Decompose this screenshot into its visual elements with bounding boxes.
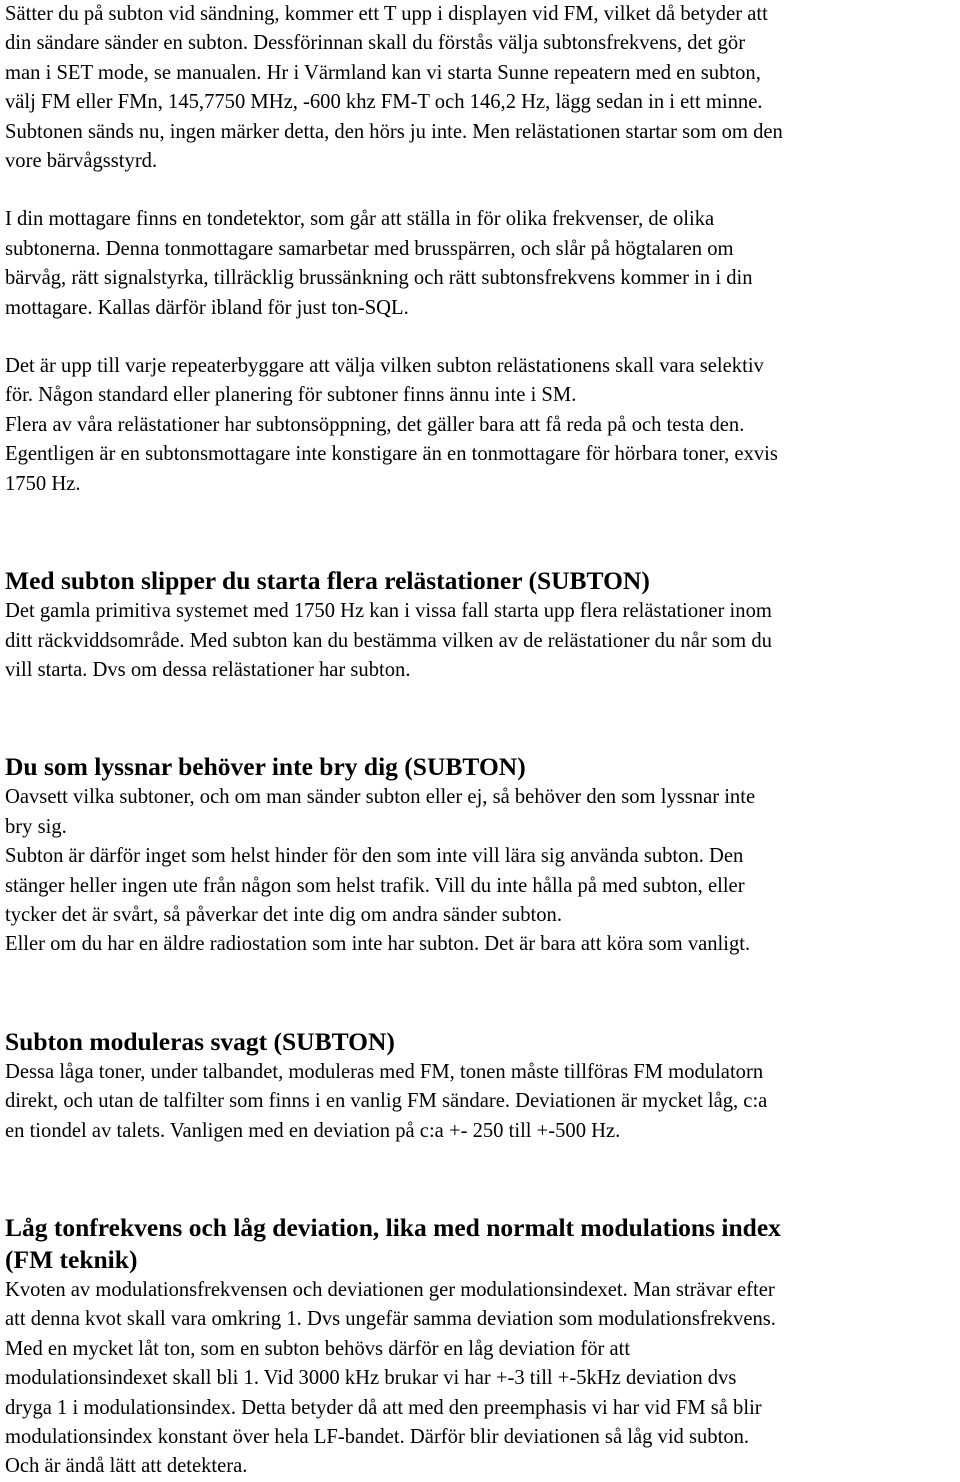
text-line: en tiondel av talets. Vanligen med en deviation på c:a +- 250 till +-500 Hz. [5, 1119, 621, 1142]
text-line: ditt räckviddsområde. Med subton kan du bestämma vilken av de relästationer du når som du [5, 629, 772, 652]
intro-paragraph-2 [5, 205, 955, 323]
text-line: subtonerna. Denna tonmottagare samarbetar med brusspärren, och slår på högtalaren om [5, 237, 734, 260]
text-line: modulationsindex konstant över hela LF-bandet. Därför blir deviationen så låg vid subton. [5, 1426, 750, 1448]
text-line: Med en mycket låt ton, som en subton behövs därför en låg deviation för att [5, 1337, 631, 1360]
text-line: Det är upp till varje repeaterbyggare att välja vilken subton relästationens skall vara selektiv [5, 355, 764, 378]
intro-paragraph-1 [5, 0, 955, 176]
text-line: din sändare sänder en subton. Dessförinnan skall du förstås välja subtonsfrekvens, det gör [5, 32, 746, 55]
paragraph-spacer [5, 323, 955, 352]
text-line: Det gamla primitiva systemet med 1750 Hz kan i vissa fall starta upp flera relästationer inom [5, 600, 772, 623]
section-body-modulation [5, 1058, 955, 1146]
section-heading-modulation-index [5, 1212, 955, 1276]
paragraph-spacer [5, 176, 955, 205]
section-body-listener [5, 783, 955, 959]
text-line: Egentligen är en subtonsmottagare inte konstigare än en tonmottagare för hörbara toner, exvis [5, 443, 778, 466]
intro-paragraph-3 [5, 352, 955, 499]
section-spacer [5, 499, 955, 565]
text-line: tycker det är svårt, så påverkar det inte dig om andra sänder subton. [5, 903, 562, 926]
section-heading-modulation [5, 1026, 955, 1058]
text-line: för. Någon standard eller planering för subtoner finns ännu inte i SM. [5, 384, 577, 407]
text-line: man i SET mode, se manualen. Hr i Värmland kan vi starta Sunne repeatern med en subton, [5, 61, 761, 84]
text-line: I din mottagare finns en tondetektor, som går att ställa in för olika frekvenser, de olika [5, 208, 715, 231]
text-line: bärvåg, rätt signalstyrka, tillräcklig brussänkning och rätt subtonsfrekvens kommer in i din [5, 267, 753, 290]
text-line: dryga 1 i modulationsindex. Detta betyder då att med den preemphasis vi har vid FM så blir [5, 1396, 762, 1419]
text-line: Subton är därför inget som helst hinder för den som inte vill lära sig använda subton. Den [5, 845, 744, 868]
section-spacer [5, 1146, 955, 1212]
section-body-modulation-index [5, 1276, 955, 1482]
text-line: Sätter du på subton vid sändning, kommer ett T upp i displayen vid FM, vilket då betyder att [5, 3, 768, 25]
heading-line: Du som lyssnar behöver inte bry dig (SUBTON) [5, 752, 526, 782]
text-line: stänger heller ingen ute från någon som helst trafik. Vill du inte hålla på med subton, eller [5, 874, 745, 897]
heading-line: Subton moduleras svagt (SUBTON) [5, 1026, 395, 1056]
text-line: modulationsindexet skall bli 1. Vid 3000 kHz brukar vi har +-3 till +-5kHz deviation dvs [5, 1367, 737, 1390]
heading-line: Låg tonfrekvens och låg deviation, lika med normalt modulations index [5, 1212, 781, 1242]
document-page [5, 0, 955, 1482]
text-line: direkt, och utan de talfilter som finns i en vanlig FM sändare. Deviationen är mycket låg, c:a [5, 1090, 768, 1113]
section-spacer [5, 685, 955, 751]
section-heading-subton-relay [5, 565, 955, 597]
text-line: Och är ändå lätt att detektera. [5, 1455, 248, 1478]
heading-line: (FM teknik) [5, 1244, 138, 1274]
text-line: bry sig. [5, 815, 67, 838]
text-line: vore bärvågsstyrd. [5, 150, 158, 173]
text-line: Oavsett vilka subtoner, och om man sänder subton eller ej, så behöver den som lyssnar inte [5, 786, 756, 809]
text-line: Dessa låga toner, under talbandet, moduleras med FM, tonen måste tillföras FM modulatorn [5, 1060, 764, 1083]
section-heading-listener [5, 751, 955, 783]
text-line: 1750 Hz. [5, 472, 81, 495]
text-line: Eller om du har en äldre radiostation som inte har subton. Det är bara att köra som vanligt. [5, 933, 751, 956]
section-body-subton-relay [5, 597, 955, 685]
text-line: vill starta. Dvs om dessa relästationer har subton. [5, 658, 411, 681]
text-line: välj FM eller FMn, 145,7750 MHz, -600 khz FM-T och 146,2 Hz, lägg sedan in i ett minne. [5, 91, 763, 114]
heading-line: Med subton slipper du starta flera relästationer (SUBTON) [5, 566, 650, 596]
text-line: Subtonen sänds nu, ingen märker detta, den hörs ju inte. Men relästationen startar som om den [5, 120, 783, 143]
text-line: mottagare. Kallas därför ibland för just ton-SQL. [5, 296, 409, 319]
text-line: Flera av våra relästationer har subtonsöppning, det gäller bara att få reda på och testa den. [5, 413, 745, 436]
section-spacer [5, 960, 955, 1026]
text-line: att denna kvot skall vara omkring 1. Dvs ungefär samma deviation som modulationsfrekvens. [5, 1308, 776, 1331]
text-line: Kvoten av modulationsfrekvensen och deviationen ger modulationsindexet. Man strävar efter [5, 1278, 775, 1301]
